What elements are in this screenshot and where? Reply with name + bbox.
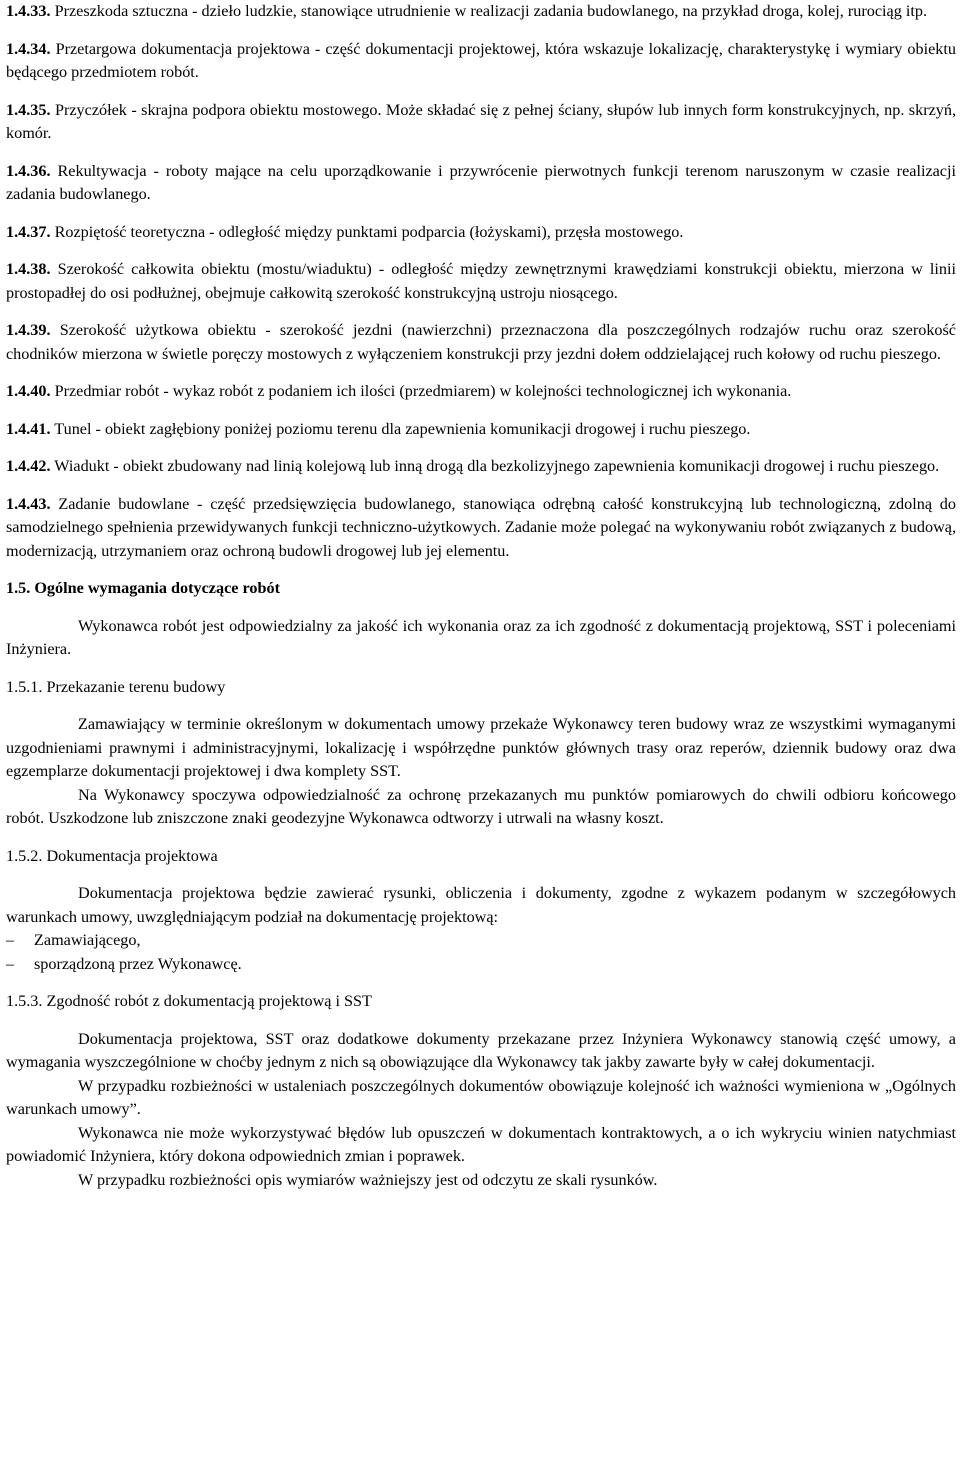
paragraph: W przypadku rozbieżności w ustaleniach poszczególnych dokumentów obowiązuje kolejność ich ważności wymieniona w „Ogólnych warunkach umowy”. [6,1076,956,1118]
definition-text: Wiadukt - obiekt zbudowany nad linią kolejową lub inną drogą dla bezkolizyjnego zapewnienia komunikacji drogowej i ruchu pieszego. [54,457,940,475]
definition-text: Przedmiar robót - wykaz robót z podaniem ich ilości (przedmiarem) w kolejności technologicznej ich wykonania. [54,382,792,400]
section-heading: 1.5. Ogólne wymagania dotyczące robót [6,579,280,597]
paragraph: W przypadku rozbieżności opis wymiarów ważniejszy jest od odczytu ze skali rysunków. [78,1170,658,1189]
definition-number: 1.4.36. [6,161,51,180]
definition-number: 1.4.40. [6,382,51,400]
definition-1-4-41 [6,418,956,442]
list-item: – sporządzoną przez Wykonawcę. [6,953,956,977]
definition-text: Przetargowa dokumentacja projektowa - część dokumentacji projektowej, która wskazuje lokalizację, charakterystykę i wymiary obiektu będącego przedmiotem robót. [6,39,956,81]
definition-text: Tunel - obiekt zagłębiony poniżej poziomu terenu dla zapewnienia komunikacji drogowej i ruchu pieszego. [54,419,751,438]
section-design-documentation [6,845,956,977]
paragraph: Zamawiający w terminie określonym w dokumentach umowy przekaże Wykonawcy teren budowy wraz ze wszystkimi wymaganymi uzgodnieniami prawnymi i administracyjnymi, lokalizację i współrzędne punktów głównych trasy oraz reperów, dziennik budowy oraz dwa egzemplarze dokumentacji projektowej i dwa komplety SST. [6,715,956,780]
definition-number: 1.4.34. [6,39,51,58]
subsection-heading: 1.5.2. Dokumentacja projektowa [6,846,218,865]
definition-text: Szerokość użytkowa obiektu - szerokość jezdni (nawierzchni) przeznaczona dla poszczególnych rodzajów ruchu oraz szerokość chodników mierzona w świetle poręczy mostowych z wyłączeniem konstrukcji przy jezdni dołem oddzielającej ruch kołowy od ruchu pieszego. [6,321,956,363]
definition-1-4-40 [6,380,956,404]
definition-number: 1.4.33. [6,2,51,20]
subsection-heading: 1.5.3. Zgodność robót z dokumentacją projektową i SST [6,992,372,1010]
definition-number: 1.4.38. [6,260,51,278]
definition-1-4-42 [6,455,956,479]
definition-1-4-38 [6,258,956,305]
definition-1-4-39 [6,319,956,366]
paragraph: Dokumentacja projektowa, SST oraz dodatkowe dokumenty przekazane przez Inżyniera Wykonawcy stanowią część umowy, a wymagania wyszczególnione w choćby jednym z nich są obowiązujące dla Wykonawcy tak jakby zawarte były w całej dokumentacji. [6,1029,956,1071]
section-conformity [6,990,956,1192]
definition-text: Rozpiętość teoretyczna - odległość między punktami podparcia (łożyskami), przęsła mostowego. [54,222,684,241]
paragraph: Dokumentacja projektowa będzie zawierać rysunki, obliczenia i dokumenty, zgodne z wykazem podanym w szczegółowych warunkach umowy, uwzględniającym podział na dokumentację projektową: [6,884,956,926]
paragraph: Wykonawca robót jest odpowiedzialny za jakość ich wykonania oraz za ich zgodność z dokumentacją projektową, SST i poleceniami Inżyniera. [6,616,956,658]
paragraph: Wykonawca nie może wykorzystywać błędów lub opuszczeń w dokumentach kontraktowych, a o ich wykryciu winien natychmiast powiadomić Inżyniera, który dokona odpowiednich zmian i poprawek. [6,1123,956,1165]
definition-1-4-37 [6,221,956,245]
dash-list [6,929,956,976]
definition-text: Zadanie budowlane - część przedsięwzięcia budowlanego, stanowiąca odrębną całość konstrukcyjną lub technologiczną, zdolną do samodzielnego spełnienia przewidywanych funkcji techniczno-użytkowych. Zadanie może polegać na wykonywaniu robót związanych z budową, modernizacją, utrzymaniem oraz ochroną budowli drogowej lub jej elementu. [6,494,956,560]
definition-number: 1.4.35. [6,100,51,119]
definition-text: Przyczółek - skrajna podpora obiektu mostowego. Może składać się z pełnej ściany, słupów lub innych form konstrukcyjnych, np. skrzyń, komór. [6,100,957,142]
subsection-heading: 1.5.1. Przekazanie terenu budowy [6,677,226,696]
definition-1-4-34 [6,38,956,85]
definition-1-4-43 [6,493,956,564]
definitions-list [6,0,956,563]
definition-number: 1.4.43. [6,494,51,513]
definition-text: Szerokość całkowita obiektu (mostu/wiaduktu) - odległość między zewnętrznymi krawędziami konstrukcji obiektu, mierzona w linii prostopadłej do osi podłużnej, obejmuje całkowitą szerokość konstrukcyjną ustroju niosącego. [6,260,956,302]
definition-1-4-33 [6,0,956,24]
definition-1-4-35 [6,99,956,146]
list-item: – Zamawiającego, [6,929,956,953]
document-page [6,0,956,1192]
definition-number: 1.4.41. [6,419,51,438]
section-site-handover [6,676,956,831]
paragraph: Na Wykonawcy spoczywa odpowiedzialność za ochronę przekazanych mu punktów pomiarowych do chwili odbioru końcowego robót. Uszkodzone lub zniszczone znaki geodezyjne Wykonawca odtworzy i utrwali na własny koszt. [6,785,956,827]
definition-number: 1.4.42. [6,457,51,475]
section-general-requirements [6,577,956,662]
definition-1-4-36 [6,160,956,207]
definition-number: 1.4.39. [6,321,51,339]
definition-text: Rekultywacja - roboty mające na celu uporządkowanie i przywrócenie pierwotnych funkcji terenom naruszonym w czasie realizacji zadania budowlanego. [6,161,956,203]
definition-number: 1.4.37. [6,222,51,241]
definition-text: Przeszkoda sztuczna - dzieło ludzkie, stanowiące utrudnienie w realizacji zadania budowlanego, na przykład droga, kolej, rurociąg itp. [54,2,927,20]
